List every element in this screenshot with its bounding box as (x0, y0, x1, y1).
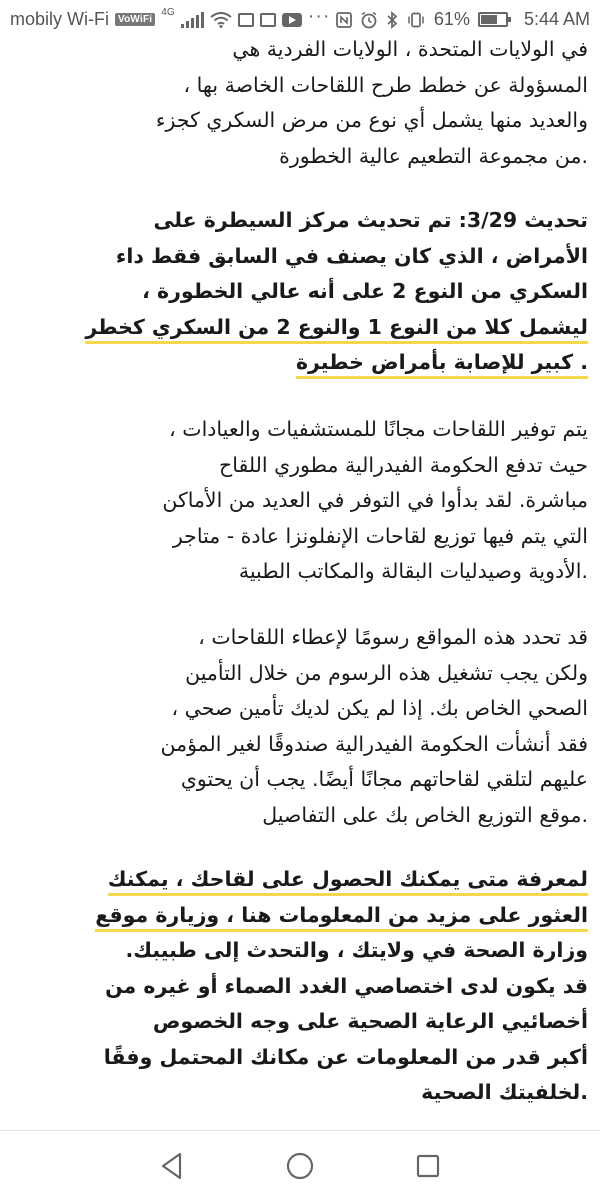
paragraph-line: ولكن يجب تشغيل هذه الرسوم من خلال التأمين (185, 660, 588, 685)
paragraph-line: .الأدوية وصيدليات البقالة والمكاتب الطبية (238, 559, 588, 583)
paragraph-line-highlighted (0, 862, 600, 898)
paragraph-line-highlighted (0, 898, 600, 934)
paragraph-line: تحديث 3/29: تم تحديث مركز السيطرة على (153, 208, 588, 232)
paragraph-line: المسؤولة عن خطط طرح اللقاحات الخاصة بها ، (183, 72, 588, 97)
network-type: 4G (161, 7, 175, 18)
paragraph-line-highlighted (0, 310, 600, 346)
gallery-notification-icon (260, 13, 276, 27)
paragraph-line: أخصائيي الرعاية الصحية على وجه الخصوص (152, 1009, 588, 1033)
paragraph-line: أكبر قدر من المعلومات عن مكانك المحتمل وفقًا (103, 1044, 588, 1069)
paragraph-line: عليهم لتلقي لقاحاتهم مجانًا أيضًا. يجب أن يحتوي (180, 767, 588, 791)
paragraph-line: .موقع التوزيع الخاص بك على التفاصيل (262, 802, 588, 827)
paragraph-4 (0, 620, 600, 833)
paragraph-line: حيث تدفع الحكومة الفيدرالية مطوري اللقاح (219, 452, 588, 477)
highlighted-text: لمعرفة متى يمكنك الحصول على لقاحك ، يمكنك (108, 867, 588, 896)
paragraph-1 (0, 32, 600, 174)
article-body (0, 32, 600, 1130)
highlighted-text: العثور على مزيد من المعلومات هنا ، وزيارة موقع (95, 903, 588, 932)
signal-icon (181, 12, 204, 28)
navigation-bar (0, 1130, 600, 1201)
youtube-notification-icon (282, 13, 302, 27)
paragraph-line: فقد أنشأت الحكومة الفيدرالية صندوقًا لغير المؤمن (160, 731, 588, 756)
paragraph-line: يتم توفير اللقاحات مجانًا للمستشفيات والعيادات ، (169, 417, 588, 441)
message-notification-icon (238, 13, 254, 27)
paragraph-line-highlighted (0, 345, 600, 381)
nfc-icon (336, 12, 352, 28)
carrier-label: mobily Wi-Fi (10, 9, 109, 29)
vibrate-icon (406, 12, 426, 28)
paragraph-line: .لخلفيتك الصحية (421, 1080, 588, 1104)
alarm-icon (360, 11, 378, 29)
back-icon[interactable] (158, 1151, 186, 1181)
paragraph-line: مباشرة. لقد بدأوا في التوفر في العديد من الأماكن (162, 488, 588, 512)
battery-percent: 61% (433, 9, 470, 29)
paragraph-line: السكري من النوع 2 على أنه عالي الخطورة ، (142, 279, 588, 303)
clock: 5:44 AM (523, 9, 590, 29)
highlighted-text: ليشمل كلا من النوع 1 والنوع 2 من السكري كخطر (85, 315, 588, 344)
highlighted-text: . كبير للإصابة بأمراض خطيرة (296, 350, 588, 379)
paragraph-2-update (0, 203, 600, 381)
vowifi-badge: VoWiFi (115, 13, 155, 26)
paragraph-line: وزارة الصحة في ولايتك ، والتحدث إلى طبيبك. (125, 938, 588, 962)
more-notifications-icon: ··· (307, 4, 331, 27)
home-icon[interactable] (285, 1151, 315, 1181)
paragraph-line: قد تحدد هذه المواقع رسومًا لإعطاء اللقاحات ، (198, 625, 588, 649)
status-right (336, 9, 590, 30)
recents-icon[interactable] (414, 1151, 442, 1181)
paragraph-line: الصحي الخاص بك. إذا لم يكن لديك تأمين صحي ، (171, 696, 588, 720)
paragraph-line: في الولايات المتحدة ، الولايات الفردية هي (232, 37, 588, 61)
paragraph-5 (0, 862, 600, 1111)
paragraph-line: الأمراض ، الذي كان يصنف في السابق فقط داء (115, 243, 588, 268)
bluetooth-icon (386, 11, 398, 29)
paragraph-line: .من مجموعة التطعيم عالية الخطورة (279, 143, 588, 168)
battery-icon (478, 12, 508, 27)
status-left (10, 4, 331, 30)
paragraph-line: والعديد منها يشمل أي نوع من مرض السكري كجزء (155, 108, 588, 132)
paragraph-3 (0, 412, 600, 590)
paragraph-line: التي يتم فيها توزيع لقاحات الإنفلونزا عادة - متاجر (172, 523, 588, 548)
wifi-icon (210, 12, 232, 28)
paragraph-line: قد يكون لدى اختصاصي الغدد الصماء أو غيره من (105, 973, 588, 998)
